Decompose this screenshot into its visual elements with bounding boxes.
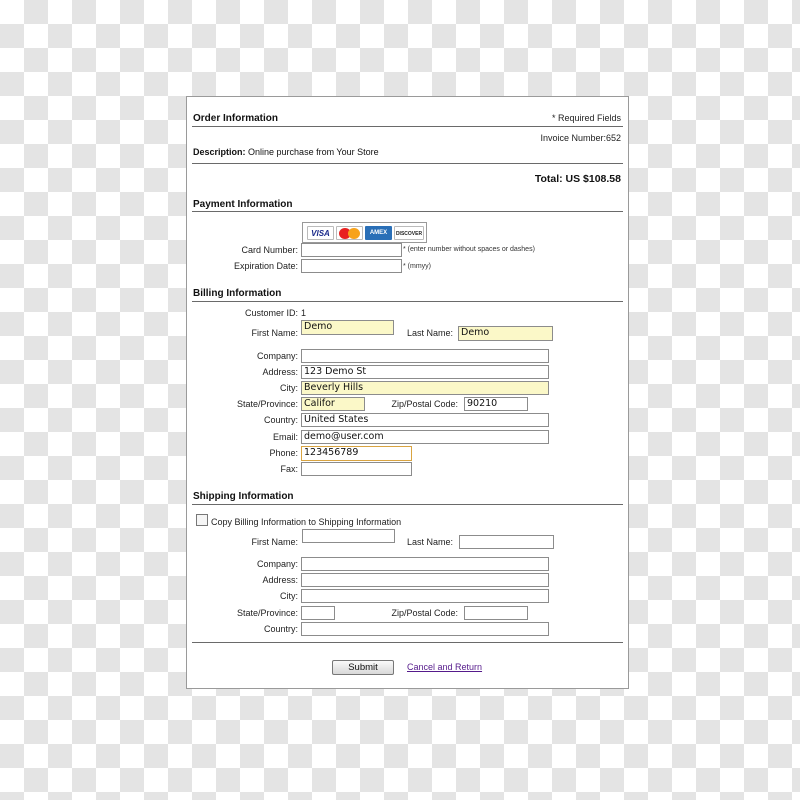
billing-state-input[interactable]: Califor bbox=[301, 397, 365, 411]
billing-state-label: State/Province: bbox=[236, 399, 298, 409]
shipping-country-select[interactable] bbox=[301, 622, 549, 636]
billing-zip-label: Zip/Postal Code: bbox=[391, 399, 458, 409]
invoice-number: Invoice Number:652 bbox=[540, 133, 621, 143]
billing-last-name-label: Last Name: bbox=[406, 328, 453, 338]
customer-id-label: Customer ID: bbox=[244, 308, 298, 318]
discover-logo-icon: DISCOVER bbox=[394, 226, 424, 240]
shipping-zip-input[interactable] bbox=[464, 606, 528, 620]
billing-fax-label: Fax: bbox=[280, 464, 298, 474]
shipping-state-input[interactable] bbox=[301, 606, 335, 620]
required-fields-note: * Required Fields bbox=[551, 113, 621, 123]
shipping-state-label: State/Province: bbox=[236, 608, 298, 618]
billing-company-label: Company: bbox=[256, 351, 298, 361]
shipping-first-name-input[interactable] bbox=[302, 529, 395, 543]
copy-billing-label: Copy Billing Information to Shipping Information bbox=[211, 517, 402, 527]
billing-phone-input[interactable]: 123456789 bbox=[301, 446, 412, 461]
customer-id-value: 1 bbox=[301, 308, 307, 318]
billing-email-label: Email: bbox=[272, 432, 298, 442]
divider bbox=[192, 301, 623, 302]
divider bbox=[192, 163, 623, 164]
billing-address-input[interactable]: 123 Demo St bbox=[301, 365, 549, 379]
cancel-and-return-link[interactable]: Cancel and Return bbox=[407, 662, 483, 672]
shipping-zip-label: Zip/Postal Code: bbox=[391, 608, 458, 618]
order-total: Total: US $108.58 bbox=[534, 173, 621, 185]
order-info-heading: Order Information bbox=[193, 113, 279, 124]
shipping-last-name-label: Last Name: bbox=[406, 537, 453, 547]
amex-logo-icon: AMEX bbox=[365, 226, 392, 240]
description-row bbox=[193, 147, 379, 157]
card-number-label: Card Number: bbox=[241, 245, 298, 255]
shipping-last-name-input[interactable] bbox=[459, 535, 554, 549]
mastercard-logo-icon bbox=[336, 226, 363, 240]
billing-company-input[interactable] bbox=[301, 349, 549, 363]
shipping-city-input[interactable] bbox=[301, 589, 549, 603]
divider bbox=[192, 211, 623, 212]
divider bbox=[192, 642, 623, 643]
description-label: Description: bbox=[193, 147, 246, 157]
expiration-date-label: Expiration Date: bbox=[233, 261, 298, 271]
shipping-address-input[interactable] bbox=[301, 573, 549, 587]
billing-country-select[interactable]: United States bbox=[301, 413, 549, 427]
copy-billing-checkbox[interactable] bbox=[196, 514, 208, 526]
billing-fax-input[interactable] bbox=[301, 462, 412, 476]
shipping-address-label: Address: bbox=[262, 575, 298, 585]
billing-info-heading: Billing Information bbox=[193, 288, 282, 299]
divider bbox=[192, 504, 623, 505]
billing-city-input[interactable]: Beverly Hills bbox=[301, 381, 549, 395]
divider bbox=[192, 126, 623, 127]
card-number-hint: * (enter number without spaces or dashes) bbox=[403, 246, 535, 253]
billing-first-name-input[interactable]: Demo bbox=[301, 320, 394, 335]
shipping-info-heading: Shipping Information bbox=[193, 491, 294, 502]
billing-last-name-input[interactable]: Demo bbox=[458, 326, 553, 341]
billing-phone-label: Phone: bbox=[269, 448, 298, 458]
billing-first-name-label: First Name: bbox=[251, 328, 298, 338]
expiration-date-input[interactable] bbox=[301, 259, 402, 273]
description-value: Online purchase from Your Store bbox=[248, 147, 379, 157]
billing-zip-input[interactable]: 90210 bbox=[464, 397, 528, 411]
shipping-city-label: City: bbox=[280, 591, 298, 601]
billing-city-label: City: bbox=[280, 383, 298, 393]
accepted-cards bbox=[302, 222, 427, 243]
billing-email-input[interactable]: demo@user.com bbox=[301, 430, 549, 444]
shipping-first-name-label: First Name: bbox=[251, 537, 298, 547]
expiration-date-hint: * (mmyy) bbox=[403, 263, 431, 270]
submit-button[interactable]: Submit bbox=[332, 660, 394, 675]
card-number-input[interactable] bbox=[301, 243, 402, 257]
shipping-company-label: Company: bbox=[256, 559, 298, 569]
payment-form-panel bbox=[186, 96, 629, 689]
billing-country-label: Country: bbox=[263, 415, 298, 425]
payment-info-heading: Payment Information bbox=[193, 199, 293, 210]
shipping-country-label: Country: bbox=[263, 624, 298, 634]
visa-logo-icon: VISA bbox=[307, 226, 334, 240]
shipping-company-input[interactable] bbox=[301, 557, 549, 571]
billing-address-label: Address: bbox=[262, 367, 298, 377]
